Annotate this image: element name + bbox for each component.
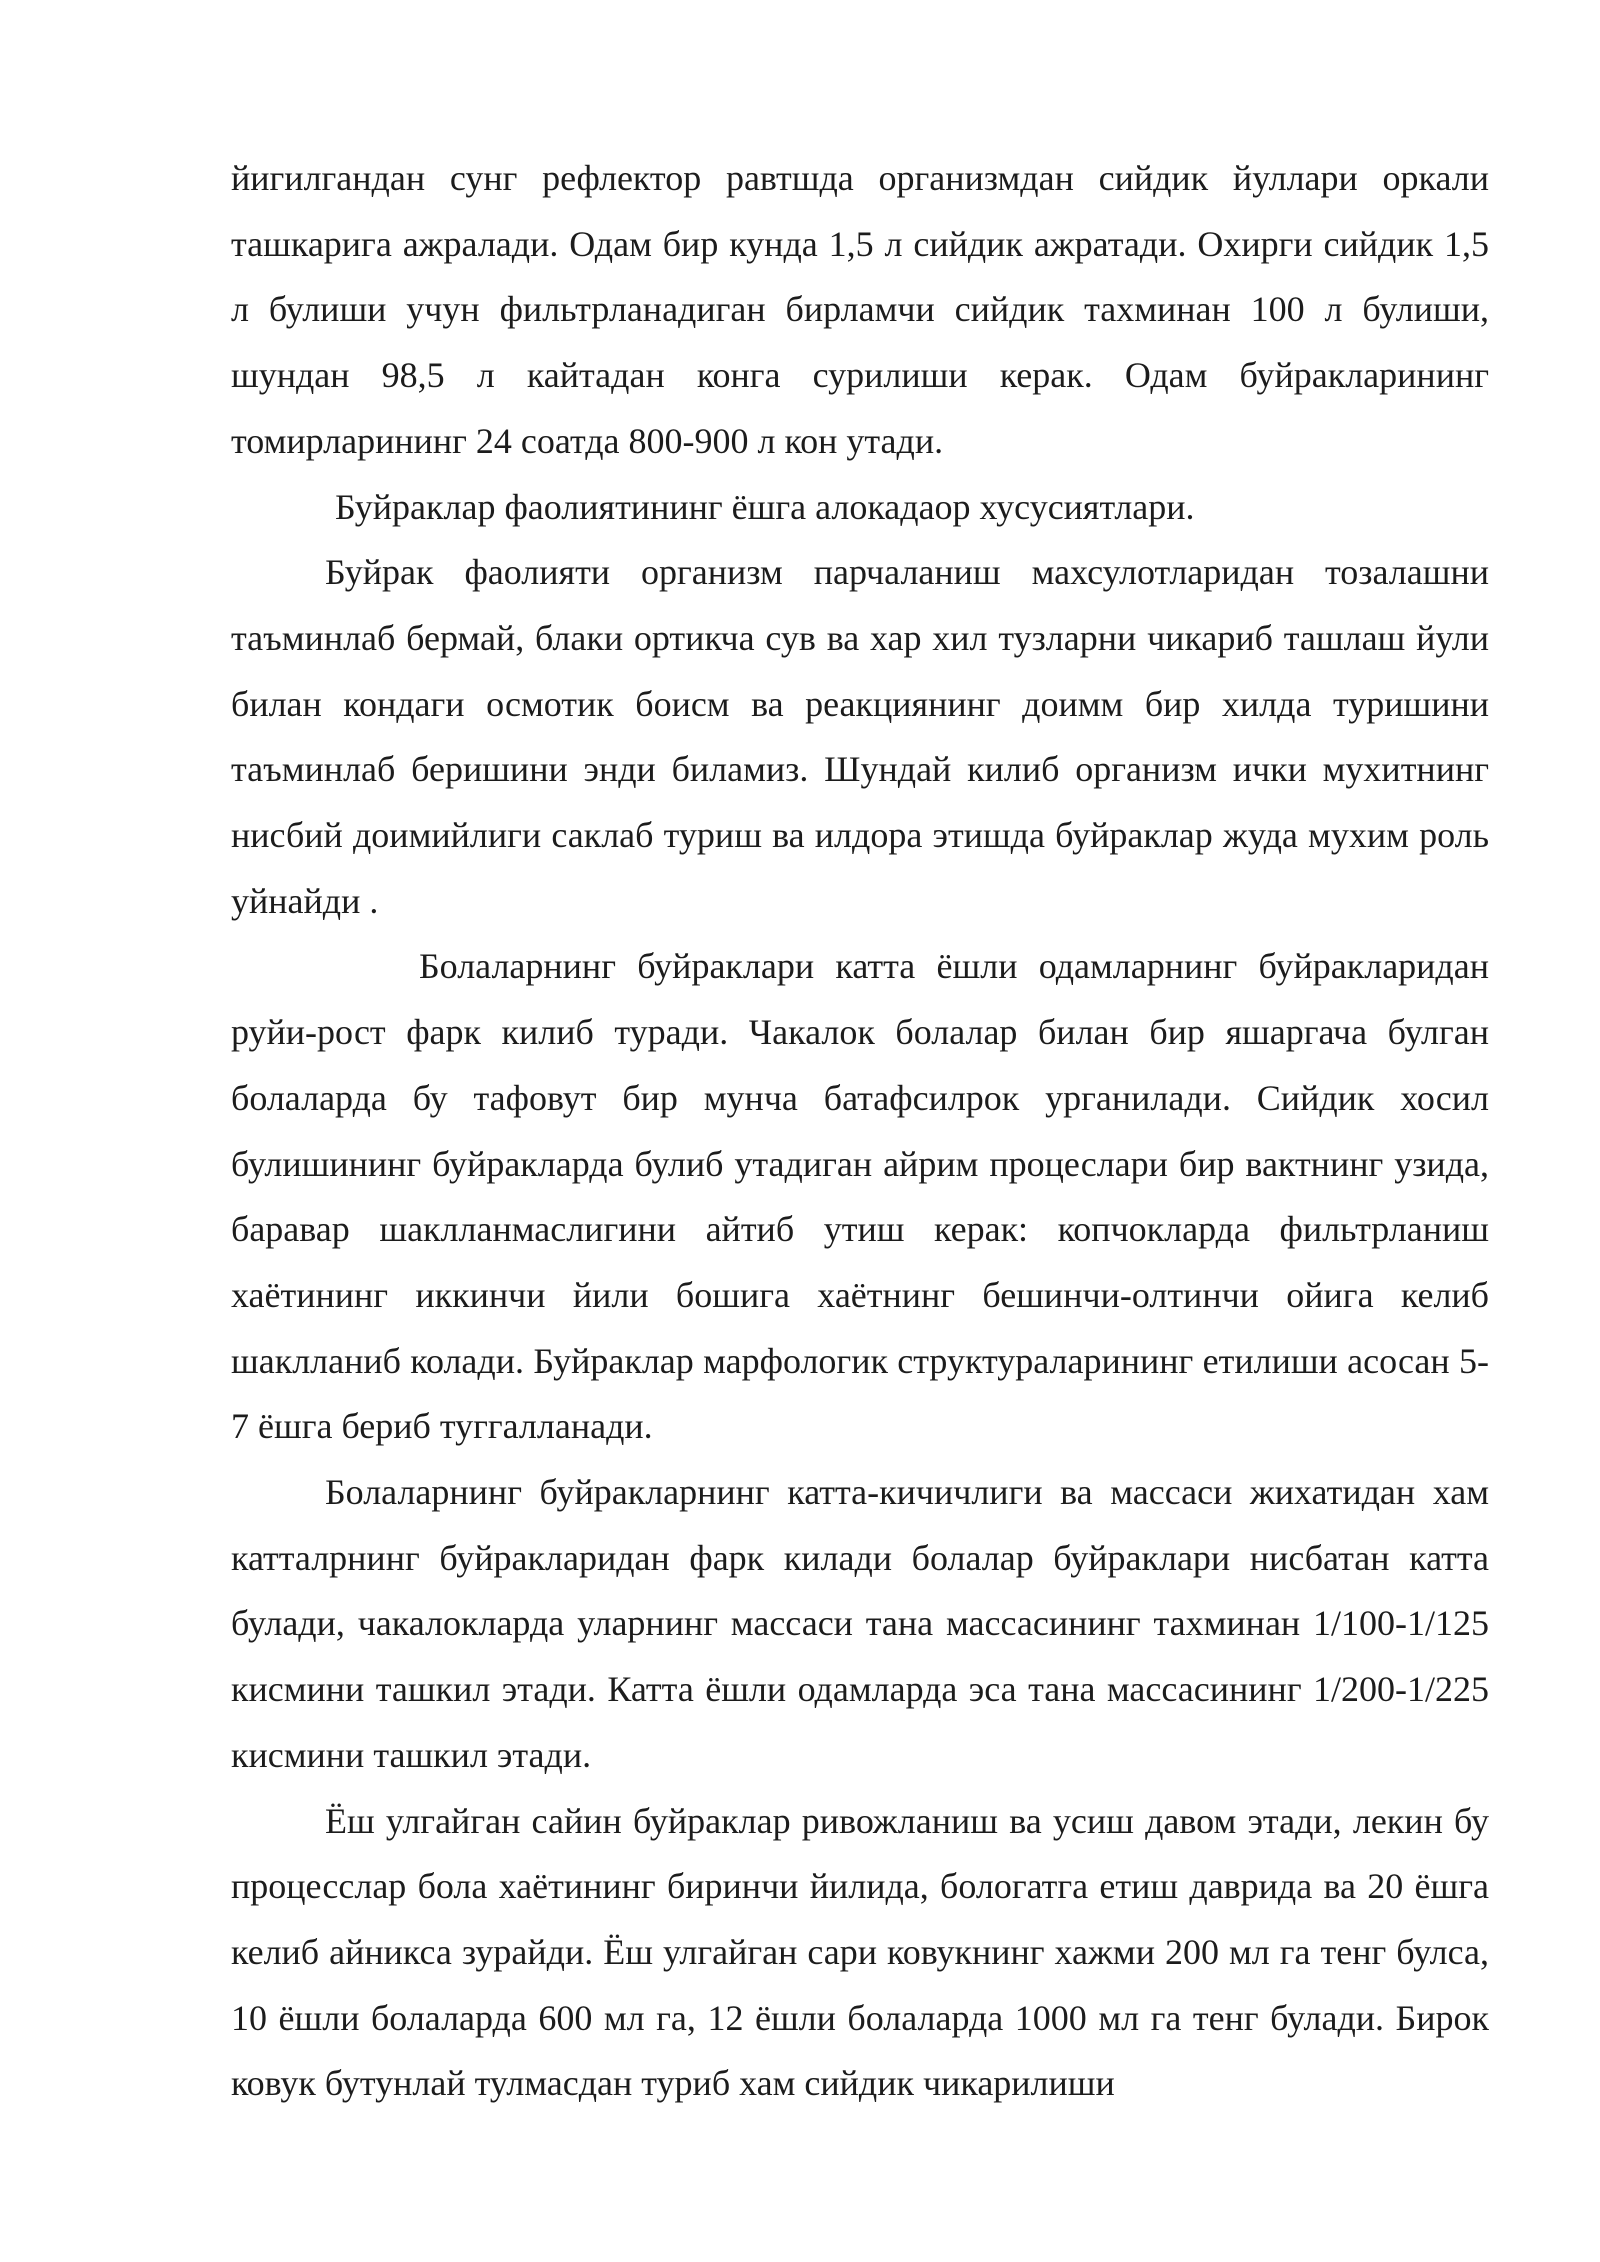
section-heading: Буйраклар фаолиятининг ёшга алокадаор хусусиятлари.	[335, 486, 1195, 527]
paragraph-urine-excretion: йигилгандан сунг рефлектор равтшда организмдан сийдик йуллари оркали ташкарига ажралади. Одам бир кунда 1,5 л сийдик ажратади. Охирги сийдик 1,5 л булиши учун фильтрланадиган бирламчи сийдик тахминан 100 л булиши, шундан 98,5 л кайтадан конга сурилиши керак. Одам буйракларининг томирларининг 24 соатда 800-900 л кон утади.	[231, 158, 1489, 461]
document-body	[231, 146, 1489, 2117]
paragraph-kidney-mass: Болаларнинг буйракларнинг катта-кичичлиги ва массаси жихатидан хам катталрнинг буйракларидан фарк килади болалар буйраклари нисбатан катта булади, чакалокларда уларнинг массаси тана массасининг тахминан 1/100-1/125 кисмини ташкил этади. Катта ёшли одамларда эса тана массасининг 1/200-1/225 кисмини ташкил этади.	[231, 1472, 1489, 1775]
paragraph-kidney-growth: Ёш улгайган сайин буйраклар ривожланиш ва усиш давом этади, лекин бу процесслар бола хаётининг биринчи йилида, бологатга етиш даврида ва 20 ёшга келиб айникса зурайди. Ёш улгайган сари ковукнинг хажми 200 мл га тенг булса, 10 ёшли болаларда 600 мл га, 12 ёшли болаларда 1000 мл га тенг булади. Бирок ковук бутунлай тулмасдан туриб хам сийдик чикарилиши	[231, 1800, 1489, 2104]
paragraph-kidney-function: Буйрак фаолияти организм парчаланиш махсулотларидан тозалашни таъминлаб бермай, блаки ортикча сув ва хар хил тузларни чикариб ташлаш йули билан кондаги осмотик боисм ва реакциянинг доимм бир хилда туришини таъминлаб беришини энди биламиз. Шундай килиб организм ички мухитнинг нисбий доимийлиги саклаб туриш ва илдора этишда буйраклар жуда мухим роль уйнайди .	[231, 552, 1489, 921]
paragraph-children-kidneys: Болаларнинг буйраклари катта ёшли одамларнинг буйракларидан руйи-рост фарк килиб туради. Чакалок болалар билан бир яшаргача булган болаларда бу тафовут бир мунча батафсилрок урганилади. Сийдик хосил булишининг буйракларда булиб утадиган айрим процеслари бир вактнинг узида, баравар шаклланмаслигини айтиб утиш керак: копчокларда фильтрланиш хаётининг иккинчи йили бошига хаётнинг бешинчи-олтинчи ойига келиб шаклланиб колади. Буйраклар марфологик структураларининг етилиши асосан 5-7 ёшга бериб туггалланади.	[231, 946, 1489, 1447]
